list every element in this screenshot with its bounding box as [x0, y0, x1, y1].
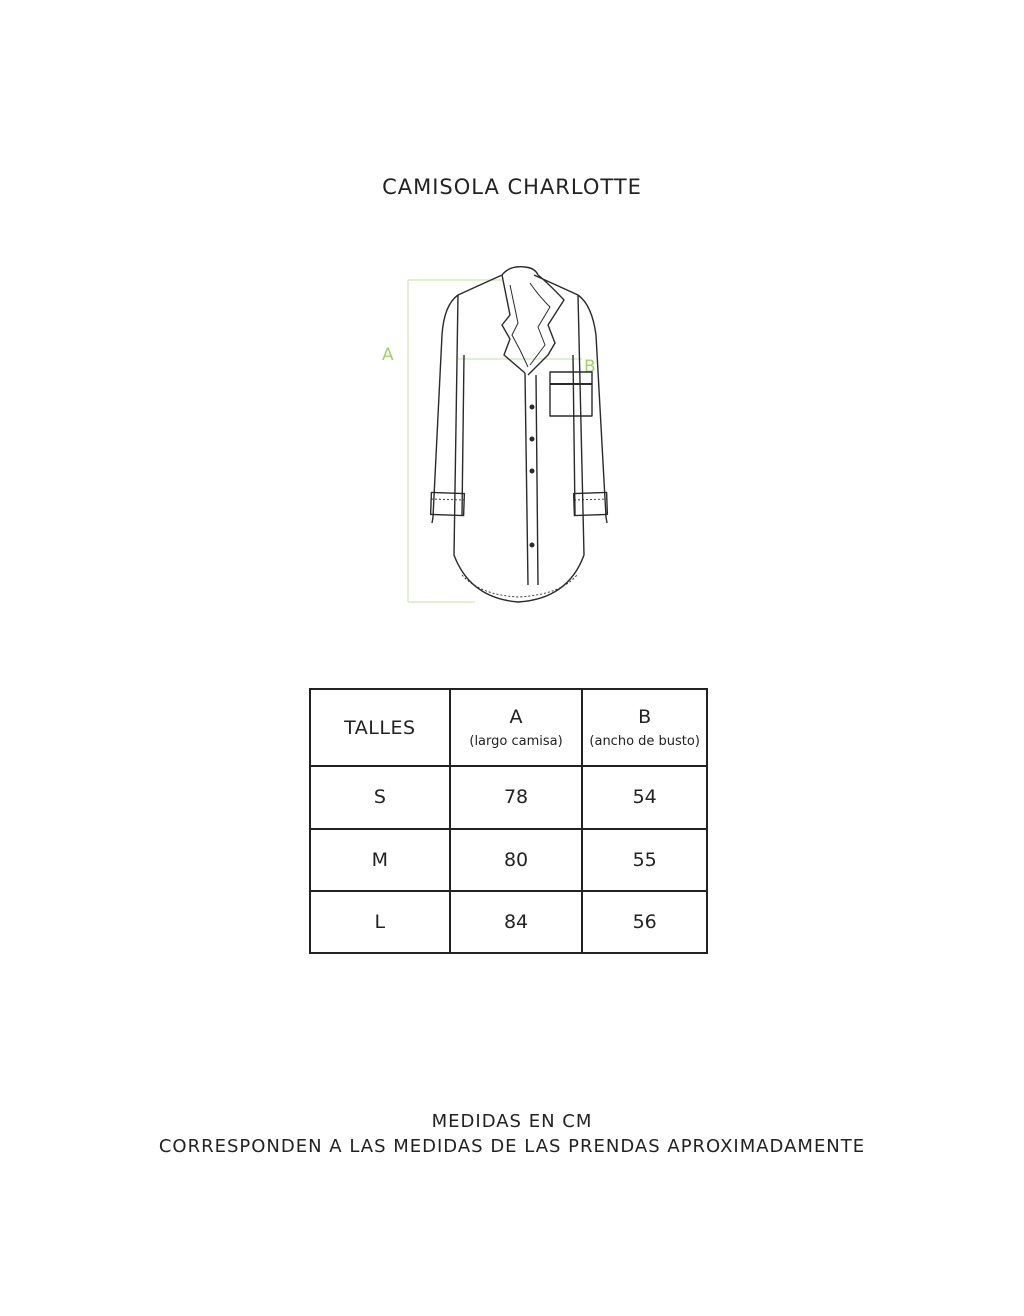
- header-b: [582, 689, 707, 766]
- table-row: [310, 891, 707, 953]
- b-cell: 54: [582, 766, 707, 828]
- a-cell: 78: [450, 766, 583, 828]
- table-row: [310, 766, 707, 828]
- b-cell: 56: [582, 891, 707, 953]
- a-cell: 80: [450, 829, 583, 891]
- header-a-sub: (largo camisa): [469, 734, 563, 750]
- shirt-diagram: [370, 255, 660, 615]
- b-cell: 55: [582, 829, 707, 891]
- table-header-row: [310, 689, 707, 766]
- shirt-sketch-icon: [370, 255, 660, 615]
- header-b-sub: (ancho de busto): [589, 734, 700, 750]
- label-b: B: [584, 357, 596, 377]
- header-a: [450, 689, 583, 766]
- header-b-label: B: [638, 706, 652, 729]
- footer-note: CORRESPONDEN A LAS MEDIDAS DE LAS PRENDAS APROXIMADAMENTE: [158, 1136, 866, 1157]
- size-cell: L: [310, 891, 450, 953]
- size-table: [309, 688, 708, 954]
- size-cell: M: [310, 829, 450, 891]
- buttons: [530, 405, 535, 548]
- a-cell: 84: [450, 891, 583, 953]
- measurement-guides: [408, 280, 582, 602]
- header-talles: TALLES: [310, 689, 450, 766]
- table-row: [310, 829, 707, 891]
- shirt-outline: [431, 267, 608, 602]
- header-a-label: A: [509, 706, 523, 729]
- size-cell: S: [310, 766, 450, 828]
- label-a: A: [382, 345, 394, 365]
- page-title: CAMISOLA CHARLOTTE: [382, 175, 642, 199]
- footer-units: MEDIDAS EN CM: [431, 1111, 593, 1132]
